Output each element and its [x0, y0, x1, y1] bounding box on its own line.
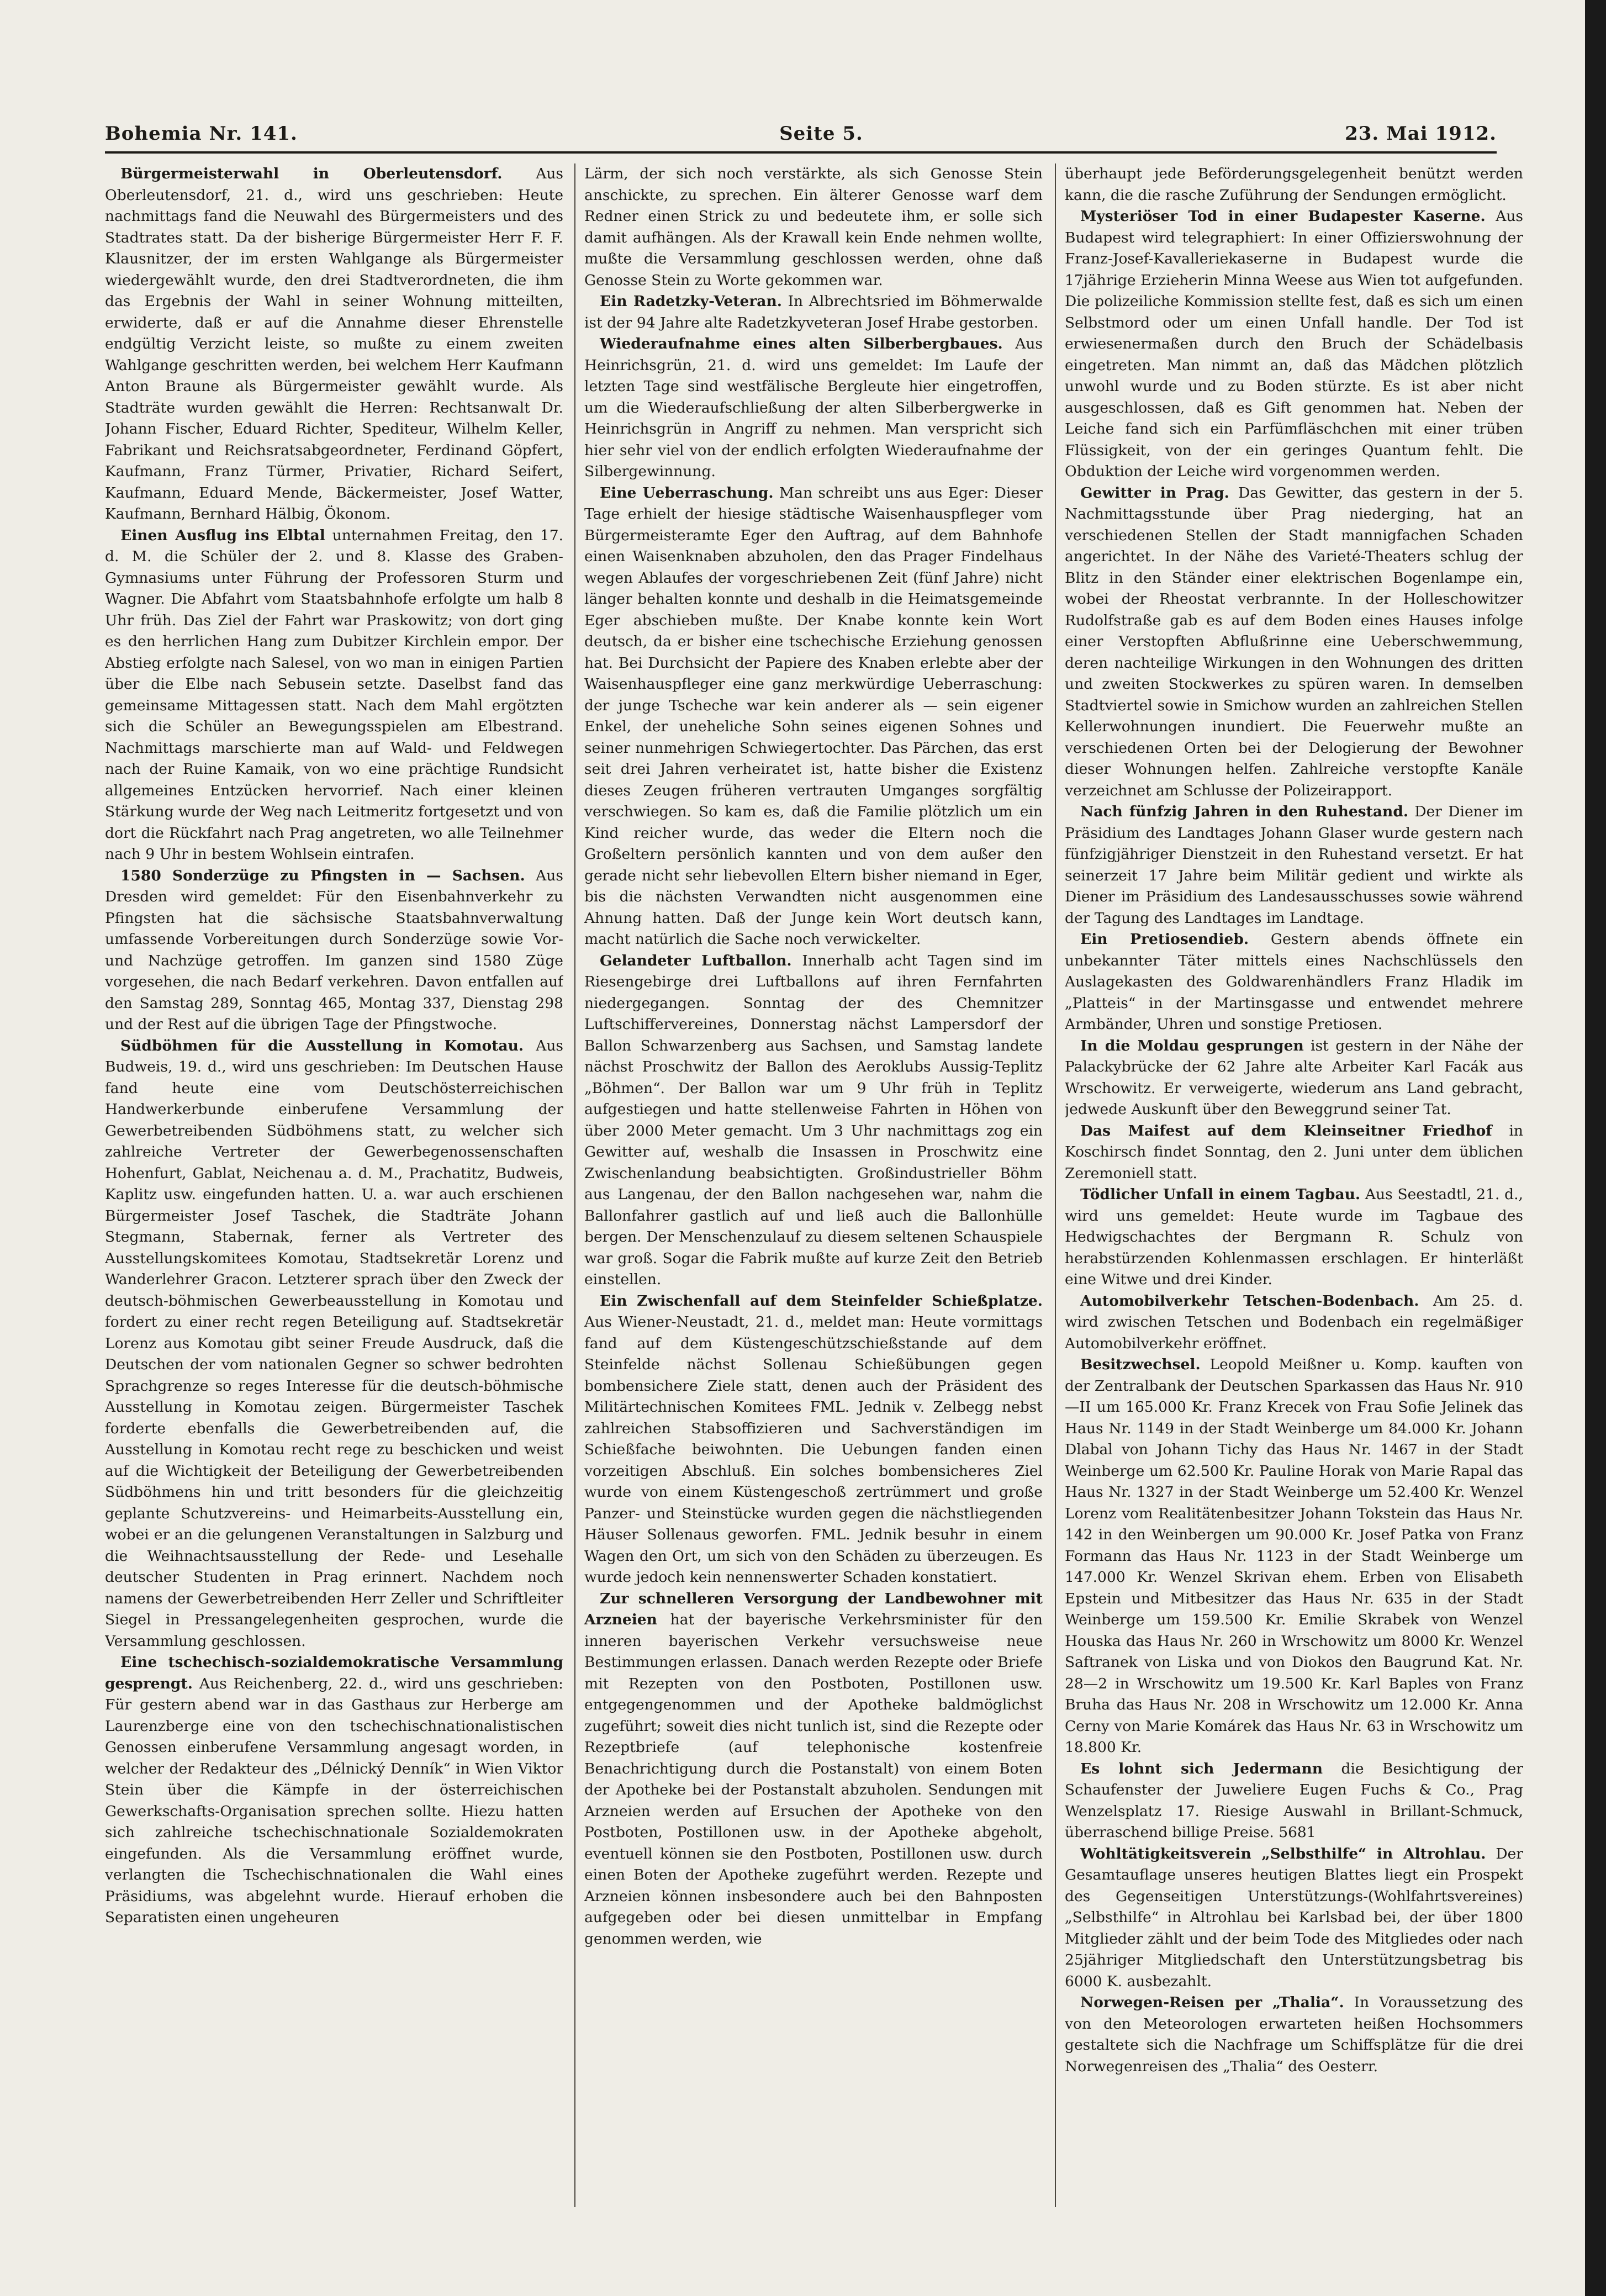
article-headline: Tödlicher Unfall in einem Tagbau. [1080, 1186, 1361, 1203]
article [1065, 1291, 1523, 1355]
article-body: Aus Heinrichsgrün, 21. d. wird uns gemeldet: Im Laufe der letzten Tage sind westfälische Bergleute hier eingetroffen, um die Wiederaufschließung der alten Silberbergwerke in Heinrichsgrün in Angriff zu nehmen. Man verspricht sich hier sehr viel von der endlich erfolgten Wiederaufnahme der Silbergewinnung. [584, 335, 1043, 480]
article [584, 951, 1043, 1291]
article [584, 1588, 1043, 1950]
article [1065, 1759, 1523, 1844]
article-headline: Bürgermeisterwahl in Oberleutensdorf. [120, 165, 503, 182]
article-headline: Nach fünfzig Jahren in den Ruhestand. [1080, 803, 1409, 820]
article [584, 291, 1043, 334]
article-headline: Ein Pretiosendieb. [1080, 931, 1249, 948]
article [1065, 1036, 1523, 1121]
article-body: In Voraussetzung des von den Meteorologen erwarteten heißen Hochsommers gestaltete sich die Nachfrage um Schiffsplätze für die drei Norwegenreisen des „Thalia“ des Oesterr. [1065, 1994, 1523, 2075]
article-headline: Automobilverkehr Tetschen-Bodenbach. [1080, 1292, 1419, 1310]
article [1065, 929, 1523, 1036]
article-body: Man schreibt uns aus Eger: Dieser Tage erhielt der hiesige städtische Waisenhauspfleger vom Bürgermeisteramte Eger den Auftrag, auf dem Bahnhofe einen Waisenknaben abzuholen, den das Prager Findelhaus wegen Ablaufes der vorgeschriebenen Zeit (fünf Jahre) nicht länger behalten konnte und deshalb in die Heimatsgemeinde Eger abschieben mußte. Der Knabe konnte kein Wort deutsch, da er bisher eine tschechische Erziehung genossen hat. Bei Durchsicht der Papiere des Knaben erlebte aber der Waisenhauspfleger eine ganz merkwürdige Ueberraschung: der junge Tscheche war kein anderer als — sein eigener Enkel, der uneheliche Sohn seines eigenen Sohnes und seiner nunmehrigen Schwiegertochter. Das Pärchen, das erst seit drei Jahren verheiratet ist, hatte bisher die Existenz dieses Zeugen früheren vertrauten Umganges sorgfältig verschwiegen. So kam es, daß die Familie plötzlich um ein Kind reicher wurde, das weder die Eltern noch die Großeltern persönlich kannten und von dem außer den gerade nicht sehr liebevollen Eltern bisher niemand in Eger, bis die nächsten Verwandten nicht ausgenommen eine Ahnung hatten. Daß der Junge kein Wort deutsch kann, macht natürlich die Sache noch verwickelter. [584, 484, 1043, 948]
article-body: Aus Oberleutensdorf, 21. d., wird uns geschrieben: Heute nachmittags fand die Neuwahl des Bürgermeisters und des Stadtrates statt. Da der bisherige Bürgermeister Herr F. F. Klausnitzer, der im ersten Wahlgange als Bürgermeister wiedergewählt wurde, den drei Stadtverordneten, die ihm das Ergebnis der Wahl in seiner Wohnung mitteilten, erwiderte, daß er auf die Annahme dieser Ehrenstelle endgültig Verzicht leiste, so mußte zu einem zweiten Wahlgange geschritten werden, bei welchem Herr Kaufmann Anton Braune als Bürgermeister gewählt wurde. Als Stadträte wurden gewählt die Herren: Rechtsanwalt Dr. Johann Fischer, Eduard Richter, Spediteur, Wilhelm Keller, Fabrikant und Reichsratsabgeordneter, Ferdinand Göpfert, Kaufmann, Franz Türmer, Privatier, Richard Seifert, Kaufmann, Eduard Mende, Bäckermeister, Josef Watter, Kaufmann, Bernhard Hälbig, Ökonom. [105, 165, 563, 522]
article [1065, 1844, 1523, 1993]
article-body: Aus Budapest wird telegraphiert: In einer Offizierswohnung der Franz-Josef-Kavalleriekaserne in Budapest wurde die 17jährige Erzieherin Minna Weese aus Wien tot aufgefunden. Die polizeiliche Kommission stellte fest, daß es sich um einen Selbstmord oder um einen Unfall handle. Der Tod ist erwiesenermaßen durch den Bruch der Schädelbasis eingetreten. Man nimmt an, daß das Mädchen plötzlich unwohl wurde und zu Boden stürzte. Es ist aber nicht ausgeschlossen, daß es Gift genommen hat. Neben der Leiche fand sich ein Parfümfläschchen mit einer trüben Flüssigkeit, von der ein geringes Quantum fehlt. Die Obduktion der Leiche wird vorgenommen werden. [1065, 208, 1523, 480]
page-edge-shadow [1585, 0, 1606, 2296]
article-headline: In die Moldau gesprungen [1080, 1037, 1304, 1054]
article-headline: Besitzwechsel. [1080, 1356, 1201, 1373]
article-body: Der Diener im Präsidium des Landtages Johann Glaser wurde gestern nach fünfzigjähriger Dienstzeit in den Ruhestand versetzt. Er hat seinerzeit 17 Jahre beim Militär gedient und wirkte als Diener im Präsidium des Landesausschusses sowie während der Tagung des Landtages im Landtage. [1065, 803, 1523, 927]
article-body: überhaupt jede Beförderungsgelegenheit benützt werden kann, die die rasche Zuführung der Sendungen ermöglicht. [1065, 165, 1523, 204]
article [1065, 801, 1523, 929]
article-body: Aus Seestadtl, 21. d., wird uns gemeldet: Heute wurde im Tagbaue des Hedwigschachtes der Bergmann R. Schulz von herabstürzenden Kohlenmassen erschlagen. Er hinterläßt eine Witwe und drei Kinder. [1065, 1186, 1523, 1288]
article [584, 334, 1043, 483]
article [105, 1036, 563, 1653]
header-rule [105, 151, 1497, 154]
article-body: Am 25. d. wird zwischen Tetschen und Bodenbach ein regelmäßiger Automobilverkehr eröffnet. [1065, 1292, 1523, 1352]
column-3 [1065, 163, 1523, 2207]
column-1 [105, 163, 563, 2207]
article-body: Aus Dresden wird gemeldet: Für den Eisenbahnverkehr zu Pfingsten hat die sächsische Staatsbahnverwaltung umfassende Vorbereitungen durch Sonderzüge sowie Vor- und Nachzüge getroffen. Im ganzen sind 1580 Züge vorgesehen, die nach Bedarf verkehren. Davon entfallen auf den Samstag 289, Sonntag 465, Montag 337, Dienstag 298 und der Rest auf die übrigen Tage der Pfingstwoche. [105, 867, 563, 1033]
article-body: Aus Reichenberg, 22. d., wird uns geschrieben: Für gestern abend war in das Gasthaus zur Herberge am Laurenzberge eine von den tschechischnationalistischen Genossen einberufene Versammlung angesagt worden, in welcher der Redakteur des „Délnický Denník“ in Wien Viktor Stein über die Kämpfe in der österreichischen Gewerkschafts-Organisation sprechen sollte. Hiezu hatten sich zahlreiche tschechischnationale Sozialdemokraten eingefunden. Als die Versammlung eröffnet wurde, verlangten die Tschechischnationalen die Wahl eines Präsidiums, was abgelehnt wurde. Hierauf erhoben die Separatisten einen ungeheuren [105, 1675, 563, 1926]
article-headline: Das Maifest auf dem Kleinseitner Friedhof [1080, 1122, 1492, 1139]
article [1065, 1354, 1523, 1759]
article [1065, 1992, 1523, 2077]
column-divider [574, 163, 575, 2207]
article-headline: Ein Zwischenfall auf dem Steinfelder Schießplatze. [600, 1292, 1043, 1310]
article-headline: Gelandeter Luftballon. [600, 952, 792, 969]
header-date: 23. Mai 1912. [1345, 123, 1497, 145]
article [1065, 483, 1523, 802]
article-body: Aus Budweis, 19. d., wird uns geschrieben: Im Deutschen Hause fand heute eine vom Deutschösterreichischen Handwerkerbunde einberufene Versammlung der Gewerbetreibenden Südböhmens statt, zu welcher sich zahlreiche Vertreter der Gewerbegenossenschaften Hohenfurt, Gablat, Neichenau a. d. M., Prachatitz, Budweis, Kaplitz usw. eingefunden hatten. U. a. war auch erschienen Bürgermeister Josef Taschek, die Stadträte Johann Stegmann, Stabernak, ferner als Vertreter des Ausstellungskomitees Komotau, Stadtsekretär Lorenz und Wanderlehrer Gracon. Letzterer sprach über den Zweck der deutsch-böhmischen Gewerbeausstellung in Komotau und fordert zu einer recht regen Beteiligung auf. Stadtsekretär Lorenz aus Komotau gibt seiner Freude Ausdruck, daß die Deutschen der vom nationalen Gegner so schwer bedrohten Sprachgrenze so reges Interesse für die deutsch-böhmische Ausstellung in Komotau zeigen. Bürgermeister Taschek forderte ebenfalls die Gewerbetreibenden auf, die Ausstellung in Komotau recht rege zu beschicken und weist auf die Wichtigkeit der Beteiligung der Gewerbetreibenden Südböhmens hin und tritt besonders für die gleichzeitig geplante Schutzvereins- und Heimarbeits-Ausstellung ein, wobei er an die gelungenen Veranstaltungen in Salzburg und die Weihnachtsausstellung der Rede- und Lesehalle deutscher Studenten in Prag erinnert. Nachdem noch namens der Gewerbetreibenden Herr Zeller und Schriftleiter Siegel in Pressangelegenheiten gesprochen, wurde die Versammlung geschlossen. [105, 1037, 563, 1650]
article-headline: Wohltätigkeitsverein „Selbsthilfe“ in Altrohlau. [1080, 1845, 1486, 1862]
article [105, 1652, 563, 1929]
article-body: Das Gewitter, das gestern in der 5. Nachmittagsstunde über Prag niederging, hat an verschiedenen Stellen der Stadt mannigfachen Schaden angerichtet. In der Nähe des Varieté-Theaters schlug der Blitz in den Ständer einer elektrischen Bogenlampe ein, wobei der Rheostat verbrannte. In der Holleschowitzer Rudolfstraße gab es auf dem Boden eines Hauses infolge einer Verstopften Abflußrinne eine Ueberschwemmung, deren nachteilige Wirkungen in den Wohnungen des dritten und zweiten Stockwerkes zu spüren waren. In demselben Stadtviertel sowie in Smichow wurden an zahlreichen Stellen Kellerwohnungen inundiert. Die Feuerwehr mußte an verschiedenen Orten bei der Delogierung der Bewohner dieser Wohnungen helfen. Zahlreiche verstopfte Kanäle verzeichnet am Schlusse der Polizeirapport. [1065, 484, 1523, 799]
article-headline: Zur schnelleren Versorgung der Landbewohner mit Arzneien [584, 1590, 1043, 1628]
article [105, 865, 563, 1036]
article-headline: Norwegen-Reisen per „Thalia“. [1080, 1994, 1344, 2011]
article [105, 525, 563, 865]
article-body: Aus Wiener-Neustadt, 21. d., meldet man: Heute vormittags fand auf dem Küstengeschützschießstande auf dem Steinfelde nächst Sollenau Schießübungen gegen bombensichere Ziele statt, denen auch der Präsident des Militärtechnischen Komitees FML. Jednik v. Zelbegg nebst zahlreichen Stabsoffizieren und Sachverständigen im Schießfache beiwohnten. Die Uebungen fanden einen vorzeitigen Abschluß. Ein solches bombensicheres Ziel wurde von einem Küstengeschoß zertrümmert und große Panzer- und Steinstücke wurden gegen die nächstliegenden Häuser Sollenaus geworfen. FML. Jednik besuhr in einem Wagen den Ort, um sich von den Schäden zu überzeugen. Es wurde jedoch kein nennenswerter Schaden konstatiert. [584, 1313, 1043, 1586]
article [584, 163, 1043, 291]
article [1065, 1121, 1523, 1185]
header-page-number: Seite 5. [779, 123, 863, 145]
article-headline: Südböhmen für die Ausstellung in Komotau. [120, 1037, 524, 1054]
article-headline: Eine tschechisch-sozialdemokratische Versammlung gesprengt. [105, 1654, 563, 1692]
article-body: die Besichtigung der Schaufenster der Juweliere Eugen Fuchs & Co., Prag Wenzelsplatz 17. Riesige Auswahl in Brillant-Schmuck, überraschend billige Preise. 5681 [1065, 1760, 1523, 1841]
article [584, 483, 1043, 951]
article-body: Der Gesamtauflage unseres heutigen Blattes liegt ein Prospekt des Gegenseitigen Unterstützungs-(Wohlfahrtsvereines) „Selbsthilfe“ in Altrohlau bei Karlsbad bei, der über 1800 Mitglieder zählt und der beim Tode des Mitgliedes oder nach 25jähriger Mitgliedschaft den Unterstützungsbetrag bis 6000 K. ausbezahlt. [1065, 1845, 1523, 1990]
column-2 [584, 163, 1043, 2207]
page-header [105, 123, 1497, 148]
article [1065, 163, 1523, 206]
article [1065, 206, 1523, 483]
article-headline: Wiederaufnahme eines alten Silberbergbaues. [600, 335, 1003, 352]
article-headline: Gewitter in Prag. [1080, 484, 1229, 502]
header-issue: Bohemia Nr. 141. [105, 123, 298, 145]
article-headline: 1580 Sonderzüge zu Pfingsten in — Sachsen. [120, 867, 525, 884]
article-headline: Mysteriöser Tod in einer Budapester Kaserne. [1080, 208, 1486, 225]
article-body: hat der bayerische Verkehrsminister für den inneren bayerischen Verkehr versuchsweise neue Bestimmungen erlassen. Danach werden Rezepte oder Briefe mit Rezepten von den Postboten, Postillonen usw. entgegengenommen und der Apotheke baldmöglichst zugeführt; soweit dies nicht tunlich ist, sind die Rezepte oder Rezeptbriefe (auf telephonische kostenfreie Benachrichtigung durch die Postanstalt) von einem Boten der Apotheke bei der Postanstalt abzuholen. Sendungen mit Arzneien werden auf Ersuchen der Apotheke von den Postboten, Postillonen usw. in der Apotheke abgeholt, eventuell können sie den Postboten, Postillonen usw. durch einen Boten der Apotheke zugeführt werden. Rezepte und Arzneien können insbesondere auch bei den Bahnposten aufgegeben oder bei diesen unmittelbar in Empfang genommen werden, wie [584, 1611, 1043, 1947]
article-body: Lärm, der sich noch verstärkte, als sich Genosse Stein anschickte, zu sprechen. Ein älterer Genosse warf dem Redner einen Strick zu und bedeutete ihm, er solle sich damit aufhängen. Als der Krawall kein Ende nehmen wollte, mußte die Versammlung geschlossen werden, ohne daß Genosse Stein zu Worte gekommen war. [584, 165, 1043, 289]
article-body: In Albrechtsried im Böhmerwalde ist der 94 Jahre alte Radetzkyveteran Josef Hrabe gestorben. [584, 293, 1043, 331]
article-headline: Einen Ausflug ins Elbtal [120, 526, 325, 544]
article [584, 1291, 1043, 1588]
article-headline: Es lohnt sich Jedermann [1080, 1760, 1323, 1777]
article-body: unternahmen Freitag, den 17. d. M. die Schüler der 2. und 8. Klasse des Graben-Gymnasiums unter Führung der Professoren Sturm und Wagner. Die Abfahrt vom Staatsbahnhofe erfolgte um halb 8 Uhr früh. Das Ziel der Fahrt war Praskowitz; von dort ging es den herrlichen Hang zum Dubitzer Kirchlein empor. Der Abstieg erfolgte nach Salesel, von wo man in einigen Partien über die Elbe nach Sebusein setzte. Daselbst fand das gemeinsame Mittagessen statt. Nach dem Mahl ergötzten sich die Schüler an Bewegungsspielen am Elbestrand. Nachmittags marschierte man auf Wald- und Feldwegen nach der Ruine Kamaik, von wo eine prächtige Rundsicht allgemeines Entzücken hervorrief. Nach einer kleinen Stärkung wurde der Weg nach Leitmeritz fortgesetzt und von dort die Rückfahrt nach Prag angetreten, wo alle Teilnehmer nach 9 Uhr in bestem Wohlsein eintrafen. [105, 526, 563, 863]
article-body: ist gestern in der Nähe der Palackybrücke der 62 Jahre alte Arbeiter Karl Facák aus Wrschowitz. Er verweigerte, wiederum ans Land gebracht, jedwede Auskunft über den Beweggrund seiner Tat. [1065, 1037, 1523, 1118]
article-headline: Eine Ueberraschung. [600, 484, 774, 502]
article-body: in Koschirsch findet Sonntag, den 2. Juni unter dem üblichen Zeremoniell statt. [1065, 1122, 1523, 1182]
article-body: Innerhalb acht Tagen sind im Riesengebirge drei Luftballons auf ihren Fernfahrten niedergegangen. Sonntag der des Chemnitzer Luftschiffervereines, Donnerstag nächst Lampersdorf der Ballon Schwarzenberg aus Sachsen, und Samstag landete nächst Proschwitz der Ballon des Aeroklubs Aussig-Teplitz „Böhmen“. Der Ballon war um 9 Uhr früh in Teplitz aufgestiegen und hatte stellenweise Fahrten in Höhen von über 2000 Meter gemacht. Um 3 Uhr nachmittags zog ein Gewitter auf, weshalb die Insassen in Proschwitz eine Zwischenlandung beabsichtigten. Großindustrieller Böhm aus Langenau, der den Ballon nachgesehen war, nahm die Ballonfahrer gastlich auf und ließ auch die Ballonhülle bergen. Der Menschenzulauf zu diesem seltenen Schauspiele war groß. Sogar die Fabrik mußte auf kurze Zeit den Betrieb einstellen. [584, 952, 1043, 1288]
article-body: Gestern abends öffnete ein unbekannter Täter mittels eines Nachschlüssels den Auslagekasten des Goldwarenhändlers Franz Hladik im „Platteis“ in der Martinsgasse und entwendet mehrere Armbänder, Uhren und sonstige Pretiosen. [1065, 931, 1523, 1033]
article [105, 163, 563, 525]
article-headline: Ein Radetzky-Veteran. [600, 293, 782, 310]
article [1065, 1184, 1523, 1291]
column-divider [1055, 163, 1056, 2207]
article-body: Leopold Meißner u. Komp. kauften von der Zentralbank der Deutschen Sparkassen das Haus Nr. 910—II um 165.000 Kr. Franz Krecek von Frau Sofie Jelinek das Haus Nr. 1149 in der Stadt Weinberge um 84.000 Kr. Johann Dlabal von Johann Tichy das Haus Nr. 1467 in der Stadt Weinberge um 62.500 Kr. Pauline Horak von Marie Rapal das Haus Nr. 1327 in der Stadt Weinberge um 52.400 Kr. Wenzel Lorenz vom Realitätenbesitzer Johann Tokstein das Haus Nr. 142 in den Weinbergen um 90.000 Kr. Josef Patka von Franz Formann das Haus Nr. 1123 in der Stadt Weinberge um 147.000 Kr. Wenzel Skrivan ehem. Erben von Elisabeth Epstein und Mitbesitzer das Haus Nr. 635 in der Stadt Weinberge um 159.500 Kr. Emilie Skrabek von Wenzel Houska das Haus Nr. 260 in Wrschowitz um 8000 Kr. Wenzel Saftranek von Liska und von Diokos den Baugrund Kat. Nr. 28—2 in Wrschowitz um 19.500 Kr. Karl Baples von Franz Bruha das Haus Nr. 208 in Wrschowitz um 12.000 Kr. Anna Cerny von Marie Komárek das Haus Nr. 63 in Wrschowitz um 18.800 Kr. [1065, 1356, 1523, 1756]
